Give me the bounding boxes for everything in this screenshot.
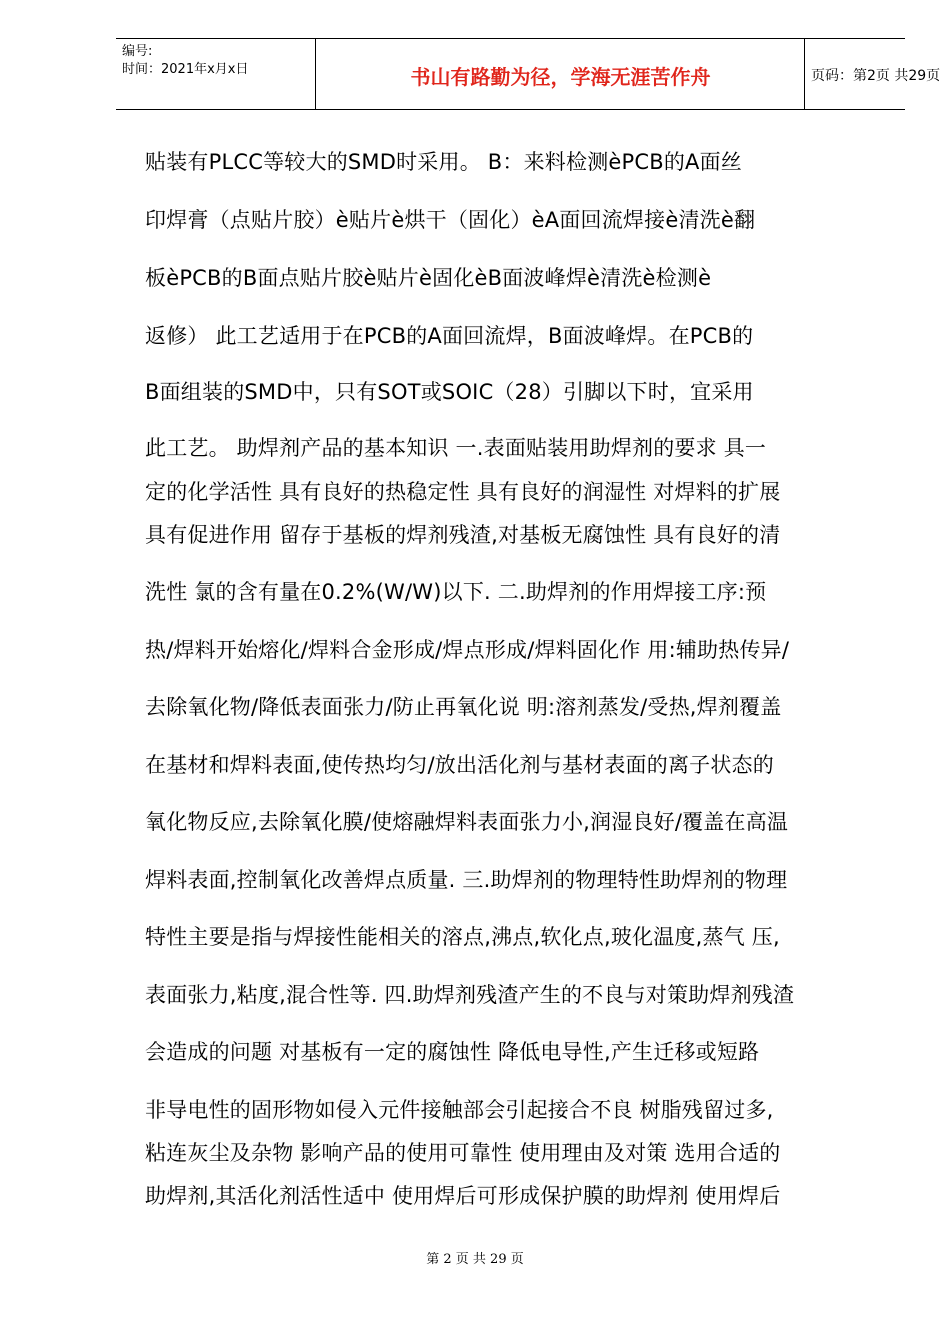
body-line-1: 贴装有PLCC等较大的SMD时采用。 B：来料检测èPCB的A面丝 [145, 150, 743, 174]
body-line-15: 特性主要是指与焊接性能相关的溶点,沸点,软化点,玻化温度,蒸气 压, [145, 925, 780, 949]
body-line-20: 助焊剂,其活化剂活性适中 使用焊后可形成保护膜的助焊剂 使用焊后 [145, 1184, 781, 1208]
header-meta-cell [116, 39, 316, 109]
body-line-2: 印焊膏（点贴片胶）è贴片è烘干（固化）èA面回流焊接è清洗è翻 [145, 208, 756, 232]
body-line-9: 洗性 氯的含有量在0.2%(W/W)以下. 二.助焊剂的作用焊接工序:预 [145, 580, 767, 604]
serial-label: 编号: [122, 44, 153, 59]
header-page-cell [805, 39, 941, 109]
body-line-8: 具有促进作用 留存于基板的焊剂残渣,对基板无腐蚀性 具有良好的清 [145, 523, 781, 547]
body-line-16: 表面张力,粘度,混合性等. 四.助焊剂残渣产生的不良与对策助焊剂残渣 [145, 983, 795, 1007]
body-line-18: 非导电性的固形物如侵入元件接触部会引起接合不良 树脂残留过多, [145, 1098, 774, 1122]
header-page-info: 页码：第2页 共29页 [811, 68, 941, 84]
body-line-10: 热/焊料开始熔化/焊料合金形成/焊点形成/焊料固化作 用:辅助热传异/ [145, 638, 790, 662]
body-line-11: 去除氧化物/降低表面张力/防止再氧化说 明:溶剂蒸发/受热,焊剂覆盖 [145, 695, 782, 719]
body-line-7: 定的化学活性 具有良好的热稳定性 具有良好的润湿性 对焊料的扩展 [145, 480, 781, 504]
header-motto-cell [316, 39, 805, 109]
body-line-4: 返修） 此工艺适用于在PCB的A面回流焊，B面波峰焊。在PCB的 [145, 324, 754, 348]
body-line-13: 氧化物反应,去除氧化膜/使熔融焊料表面张力小,润湿良好/覆盖在高温 [145, 810, 789, 834]
body-line-17: 会造成的问题 对基板有一定的腐蚀性 降低电导性,产生迁移或短路 [145, 1040, 760, 1064]
header-motto: 书山有路勤为径，学海无涯苦作舟 [410, 65, 711, 89]
body-line-6: 此工艺。 助焊剂产品的基本知识 一.表面贴装用助焊剂的要求 具一 [145, 436, 767, 460]
body-line-19: 粘连灰尘及杂物 影响产品的使用可靠性 使用理由及对策 选用合适的 [145, 1141, 781, 1165]
body-line-3: 板èPCB的B面点贴片胶è贴片è固化èB面波峰焊è清洗è检测è [145, 266, 712, 290]
body-line-5: B面组装的SMD中，只有SOT或SOIC（28）引脚以下时，宜采用 [145, 380, 754, 404]
body-line-14: 焊料表面,控制氧化改善焊点质量. 三.助焊剂的物理特性助焊剂的物理 [145, 868, 788, 892]
page-footer: 第 2 页 共 29 页 [426, 1252, 524, 1267]
body-line-12: 在基材和焊料表面,使传热均匀/放出活化剂与基材表面的离子状态的 [145, 753, 774, 777]
time-label: 时间：2021年x月x日 [122, 62, 249, 77]
page-header [116, 38, 941, 110]
